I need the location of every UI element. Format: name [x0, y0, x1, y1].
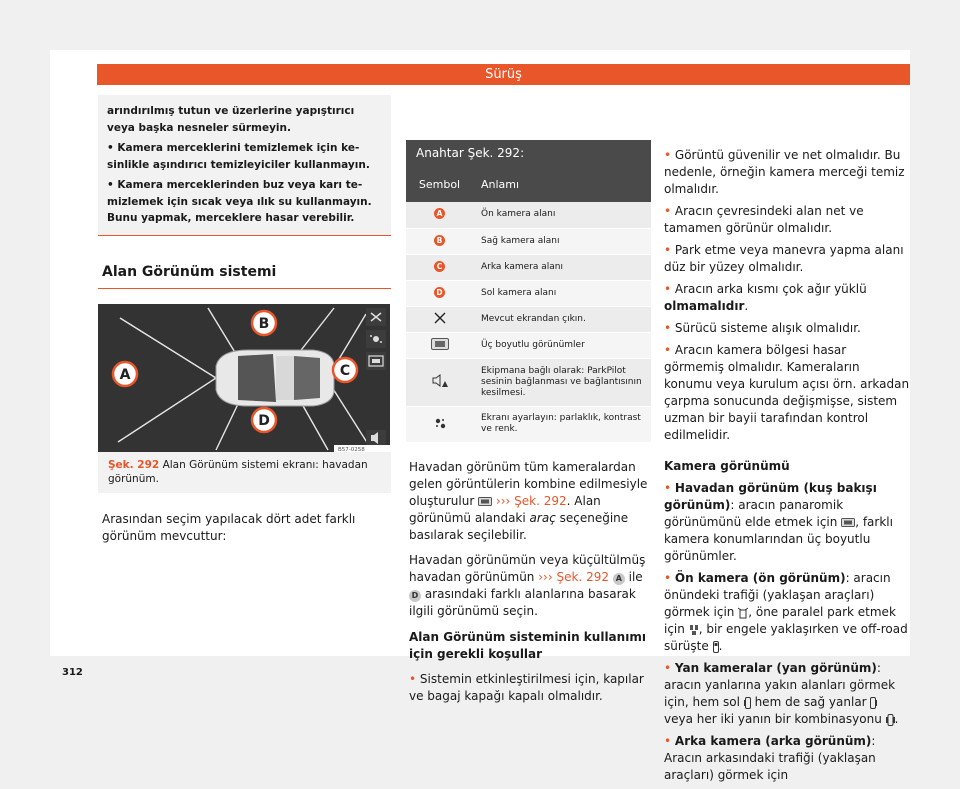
condition-bullet-3: • Park etme veya manevra yapma alanı düz bir yüzey olmalıdır. [664, 242, 910, 276]
table-cell: Üç boyutlu görünümler [473, 332, 651, 358]
column-right [664, 147, 910, 789]
brightness-icon [433, 416, 447, 430]
figure-label-a: A [119, 366, 131, 383]
figure-label-c: C [339, 362, 351, 379]
table-row [406, 306, 651, 332]
left-side-icon [744, 697, 751, 709]
key-table-title: Anahtar Şek. 292: [406, 140, 651, 166]
table-cell: Ekranı ayarlayın: parlaklık, kontrast ve renk. [473, 406, 651, 442]
manual-page [50, 50, 910, 782]
right-side-icon [870, 697, 877, 709]
page-header: Sürüş [97, 64, 910, 85]
rear-camera-item: • Arka kamera (arka görünüm): Aracın arkasındaki trafiği (yaklaşan araçları) görmek için [664, 733, 910, 784]
both-sides-icon [886, 714, 895, 726]
screen-mute-icon [366, 430, 386, 446]
symbol-c-label: C [434, 261, 445, 272]
table-row [406, 358, 651, 406]
condition-bullet-4: • Aracın arka kısmı çok ağır yüklü olmamalıdır. [664, 281, 910, 315]
figure-caption-text: Alan Görünüm sistemi ekranı: havadan görünüm. [108, 458, 368, 485]
figure-reference[interactable]: Şek. 292 [556, 569, 609, 584]
screen-brightness-icon [366, 330, 386, 348]
3d-view-icon [431, 338, 449, 350]
screen-close-icon [366, 308, 386, 326]
table-row [406, 280, 651, 306]
front-camera-item: • Ön kamera (ön görünüm): aracın önündeki trafiği (yaklaşan araçları) görmek için , öne paralel park etmek için , bir engele yaklaşırken ve off-road sürüşte . [664, 570, 910, 655]
table-row [406, 406, 651, 442]
table-cell: Sağ kamera alanı [473, 228, 651, 254]
key-table-header-symbol: Sembol [406, 166, 473, 202]
area-view-figure [98, 304, 390, 452]
symbol-b-label: B [434, 235, 445, 246]
car-top-view-icon [216, 350, 334, 406]
key-table-header-meaning: Anlamı [473, 166, 651, 202]
page-number: 312 [62, 667, 83, 678]
parallel-parking-icon [689, 624, 699, 636]
figure-caption-ref: Şek. 292 [108, 458, 160, 471]
side-camera-item: • Yan kameralar (yan görünüm): aracın yanlarına yakın alanları görmek için, hem sol hem de sağ yanlar veya her iki yanın bir kombinasyonu . [664, 660, 910, 728]
figure-caption [98, 452, 391, 493]
col2-paragraph-2: Havadan görünümün veya küçültülmüş havadan görünümün ››› Şek. 292 A ile D arasındaki farklı alanlarına basarak ilgili görünümü seçin. [409, 552, 646, 618]
aerial-view-item: • Havadan görünüm (kuş bakışı görünüm): aracın panaromik görünümünü elde etmek için , farklı kamera konumlarından üç boyutlu görünümler. [664, 480, 910, 565]
3d-view-icon [841, 518, 855, 527]
figure-code: B57-0258 [338, 446, 365, 452]
figure-label-d: D [258, 412, 270, 429]
table-row [406, 228, 651, 254]
section-divider [98, 288, 391, 289]
camera-view-heading: Kamera görünümü [664, 459, 790, 473]
column-left [98, 95, 391, 545]
table-row [406, 202, 651, 228]
column-middle [406, 140, 651, 705]
table-cell: Sol kamera alanı [473, 280, 651, 306]
warning-text-2: • Kamera merceklerini temizlemek için kesinlikle aşındırıcı temizleyiciler kullanmayın. [107, 142, 370, 171]
conditions-heading: Alan Görünüm sisteminin kullanımı için gerekli koşullar [409, 629, 646, 661]
condition-bullet-2: • Aracın çevresindeki alan net ve tamamen görünür olmalıdır. [664, 203, 910, 237]
label-d-badge: D [409, 590, 421, 602]
3d-view-icon [478, 497, 492, 506]
table-row [406, 332, 651, 358]
warning-text-3: • Kamera merceklerinden buz veya karı temizlemek için sıcak veya ılık su kullanmayın. Bunu yapmak, merceklere hasar verebilir. [107, 179, 372, 224]
key-table [406, 140, 651, 443]
condition-bullet-1: • Görüntü güvenilir ve net olmalıdır. Bu nedenle, örneğin kamera merceği temiz olmalıdır. [664, 147, 910, 198]
label-a-badge: A [613, 573, 625, 585]
warning-box [98, 95, 391, 236]
table-row [406, 254, 651, 280]
condition-bullet-6: • Aracın kamera bölgesi hasar görmemiş olmalıdır. Kameraların konumu veya kurulum açısı örn. arkadan çarpma sonucunda değişmişse, sistem uzman bir bayii tarafından kontrol edilmelidir. [664, 342, 910, 444]
symbol-d-label: D [434, 287, 445, 298]
table-cell: Ön kamera alanı [473, 202, 651, 228]
condition-bullet-5: • Sürücü sisteme alışık olmalıdır. [664, 320, 910, 337]
car-front-icon [713, 641, 719, 653]
front-traffic-icon [738, 607, 748, 619]
screen-3d-view-icon [366, 352, 386, 370]
intro-paragraph: Arasından seçim yapılacak dört adet farklı görünüm mevcuttur: [102, 511, 356, 543]
table-cell: Mevcut ekrandan çıkın. [473, 306, 651, 332]
symbol-a-label: A [434, 208, 445, 219]
col2-paragraph-1: Havadan görünüm tüm kameralardan gelen görüntülerin kombine edilmesiyle oluşturulur ››› Şek. 292. Alan görünümü alandaki araç seçeneğine basılarak seçilebilir. [409, 459, 648, 542]
figure-reference[interactable]: Şek. 292 [514, 493, 567, 508]
section-title: Alan Görünüm sistemi [102, 263, 277, 280]
warning-text-1: arındırılmış tutun ve üzerlerine yapıştırıcı veya başka nesneler sürmeyin. [107, 105, 355, 134]
close-icon [434, 312, 446, 324]
table-cell: Ekipmana bağlı olarak: ParkPilot sesinin bağlanması ve bağlantısının kesilmesi. [473, 358, 651, 406]
table-cell: Arka kamera alanı [473, 254, 651, 280]
figure-label-b: B [258, 315, 270, 332]
mute-icon [432, 374, 448, 388]
conditions-bullet: • Sistemin etkinleştirilmesi için, kapılar ve bagaj kapağı kapalı olmalıdır. [409, 671, 651, 705]
